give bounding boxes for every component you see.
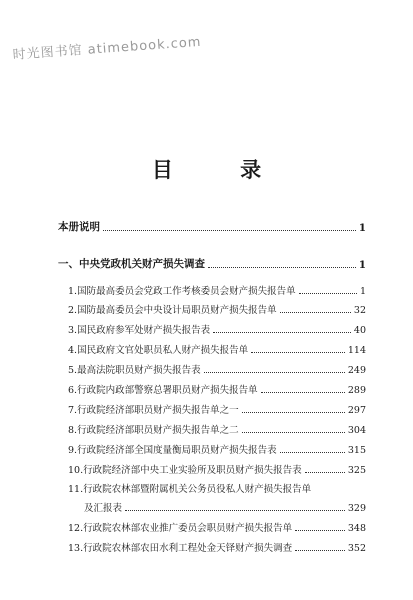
leader-dots — [295, 550, 345, 551]
toc-entry-text: 2.国防最高委员会中央设计局职员财产损失报告单 — [68, 305, 277, 316]
toc-page-number: 329 — [347, 503, 366, 514]
toc-entry[interactable] — [68, 462, 366, 476]
toc-entry-text: 12.行政院农林部农业推广委员会职员财产损失报告单 — [68, 523, 293, 534]
toc-entry-text: 5.最高法院职员财产损失报告表 — [68, 365, 201, 376]
toc-entry-text-line1[interactable]: 11.行政院农林部暨附属机关公务员役私人财产损失报告单 — [68, 484, 312, 495]
toc-entry[interactable] — [84, 500, 366, 514]
toc-entry-text: 7.行政院经济部职员财产损失报告单之一 — [68, 405, 239, 416]
leader-dots — [103, 230, 356, 231]
toc-entry-text: 13.行政院农林部农田水利工程处金天铎财产损失调查 — [68, 543, 293, 554]
toc-entry-text: 1.国防最高委员会党政工作考核委员会财产损失报告单 — [68, 286, 296, 297]
toc-entry[interactable] — [68, 322, 366, 336]
leader-dots — [295, 530, 345, 531]
toc-page-number: 289 — [347, 385, 366, 396]
toc-entry[interactable] — [68, 540, 366, 554]
leader-dots — [242, 412, 345, 413]
toc-page-number: 114 — [347, 345, 366, 356]
toc-entry-preface[interactable] — [58, 219, 366, 234]
toc-entry[interactable] — [68, 302, 366, 316]
toc-entry-text: 一、中央党政机关财产损失调查 — [58, 258, 205, 270]
toc-page-number: 348 — [347, 523, 366, 534]
toc-page-number: 297 — [347, 405, 366, 416]
toc-entry[interactable] — [68, 283, 366, 297]
leader-dots — [213, 332, 351, 333]
toc-entry-text: 6.行政院内政部警察总署职员财产损失报告单 — [68, 385, 258, 396]
leader-dots — [280, 452, 345, 453]
toc-page-number: 32 — [353, 305, 366, 316]
leader-dots — [204, 372, 345, 373]
toc-entry[interactable] — [68, 422, 366, 436]
leader-dots — [299, 293, 357, 294]
toc-entry-text: 10.行政院经济部中央工业实验所及职员财产损失报告表 — [68, 465, 302, 476]
toc-page-number: 315 — [347, 445, 366, 456]
leader-dots — [251, 352, 345, 353]
toc-entry-text: 3.国民政府参军处财产损失报告表 — [68, 325, 211, 336]
watermark: 时光图书馆 atimebook.com — [12, 34, 202, 63]
toc-entry[interactable] — [68, 442, 366, 456]
toc-page-number: 325 — [347, 465, 366, 476]
toc-entry[interactable] — [68, 520, 366, 534]
toc-entry-text-line2: 及汇报表 — [84, 503, 123, 514]
toc-title: 目 录 — [151, 158, 292, 182]
toc-page-number: 352 — [347, 543, 366, 554]
toc-page-number: 1 — [359, 286, 366, 297]
leader-dots — [125, 510, 345, 511]
toc-entry-text: 9.行政院经济部全国度量衡局职员财产损失报告表 — [68, 445, 277, 456]
toc-entry-section-1[interactable] — [58, 256, 366, 271]
toc-entry[interactable] — [68, 342, 366, 356]
toc-page-number: 1 — [358, 222, 366, 234]
toc-entry-text: 8.行政院经济部职员财产损失报告单之二 — [68, 425, 239, 436]
toc-entry[interactable] — [68, 382, 366, 396]
toc-entry-text: 4.国民政府文官处职员私人财产损失报告单 — [68, 345, 249, 356]
leader-dots — [305, 472, 345, 473]
leader-dots — [280, 312, 351, 313]
toc-page-number: 1 — [358, 259, 366, 271]
toc-page-number: 249 — [347, 365, 366, 376]
leader-dots — [261, 392, 345, 393]
toc-entry[interactable] — [68, 362, 366, 376]
toc-entry[interactable] — [68, 402, 366, 416]
leader-dots — [242, 432, 345, 433]
toc-page-number: 304 — [347, 425, 366, 436]
toc-entry-text: 本册说明 — [58, 221, 100, 233]
leader-dots — [208, 267, 356, 268]
toc-page-number: 40 — [353, 325, 366, 336]
